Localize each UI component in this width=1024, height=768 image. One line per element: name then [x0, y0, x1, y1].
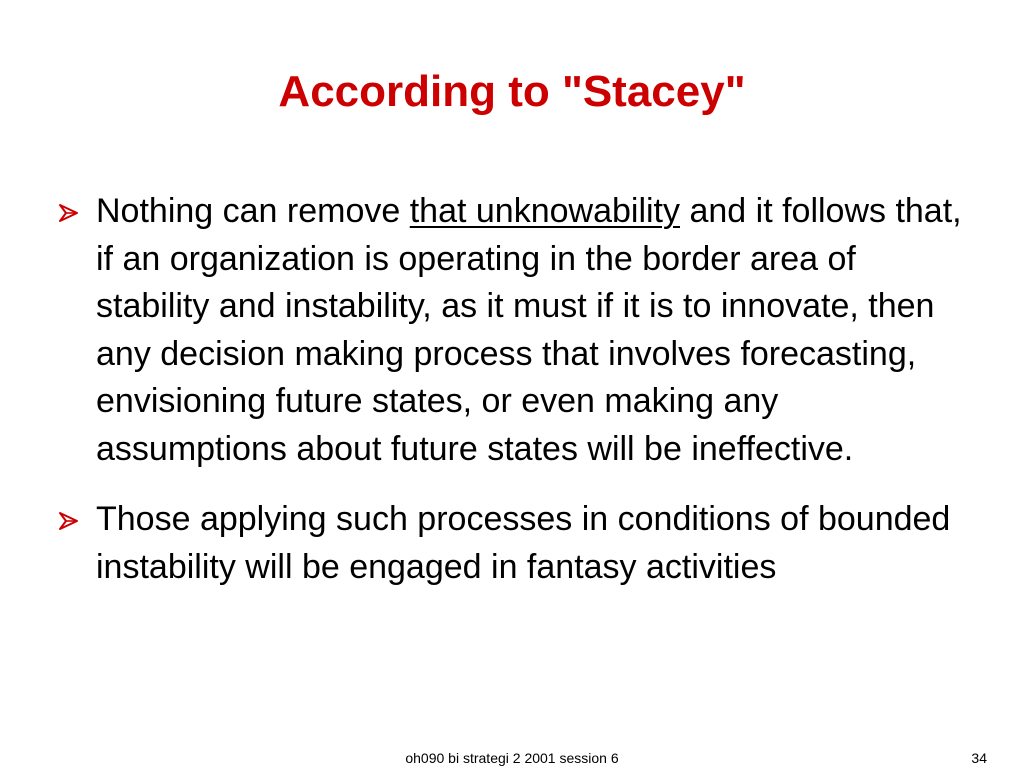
arrow-bullet-icon [58, 202, 82, 224]
bullet-item-1 [58, 188, 978, 473]
bullet-1-text-after: and it follows that, if an organization is operating in the border area of stability and instability, as it must if it is to innovate, then any decision making process that involves forecasting, envisioning future states, or even making any assumptions about future states will be ineffective. [96, 192, 962, 468]
bullet-list [58, 188, 978, 591]
bullet-1-underlined-text: that unknowability [409, 192, 681, 230]
page-number: 34 [971, 750, 987, 766]
arrow-bullet-icon [58, 510, 82, 532]
bullet-2-text: Those applying such processes in conditions of bounded instability will be engaged in fantasy activities [96, 500, 951, 586]
footer-text: oh090 bi strategi 2 2001 session 6 [405, 750, 619, 766]
bullet-item-2 [58, 496, 978, 591]
bullet-1-text-before: Nothing can remove [96, 192, 410, 230]
slide-title: According to "Stacey" [278, 67, 746, 116]
